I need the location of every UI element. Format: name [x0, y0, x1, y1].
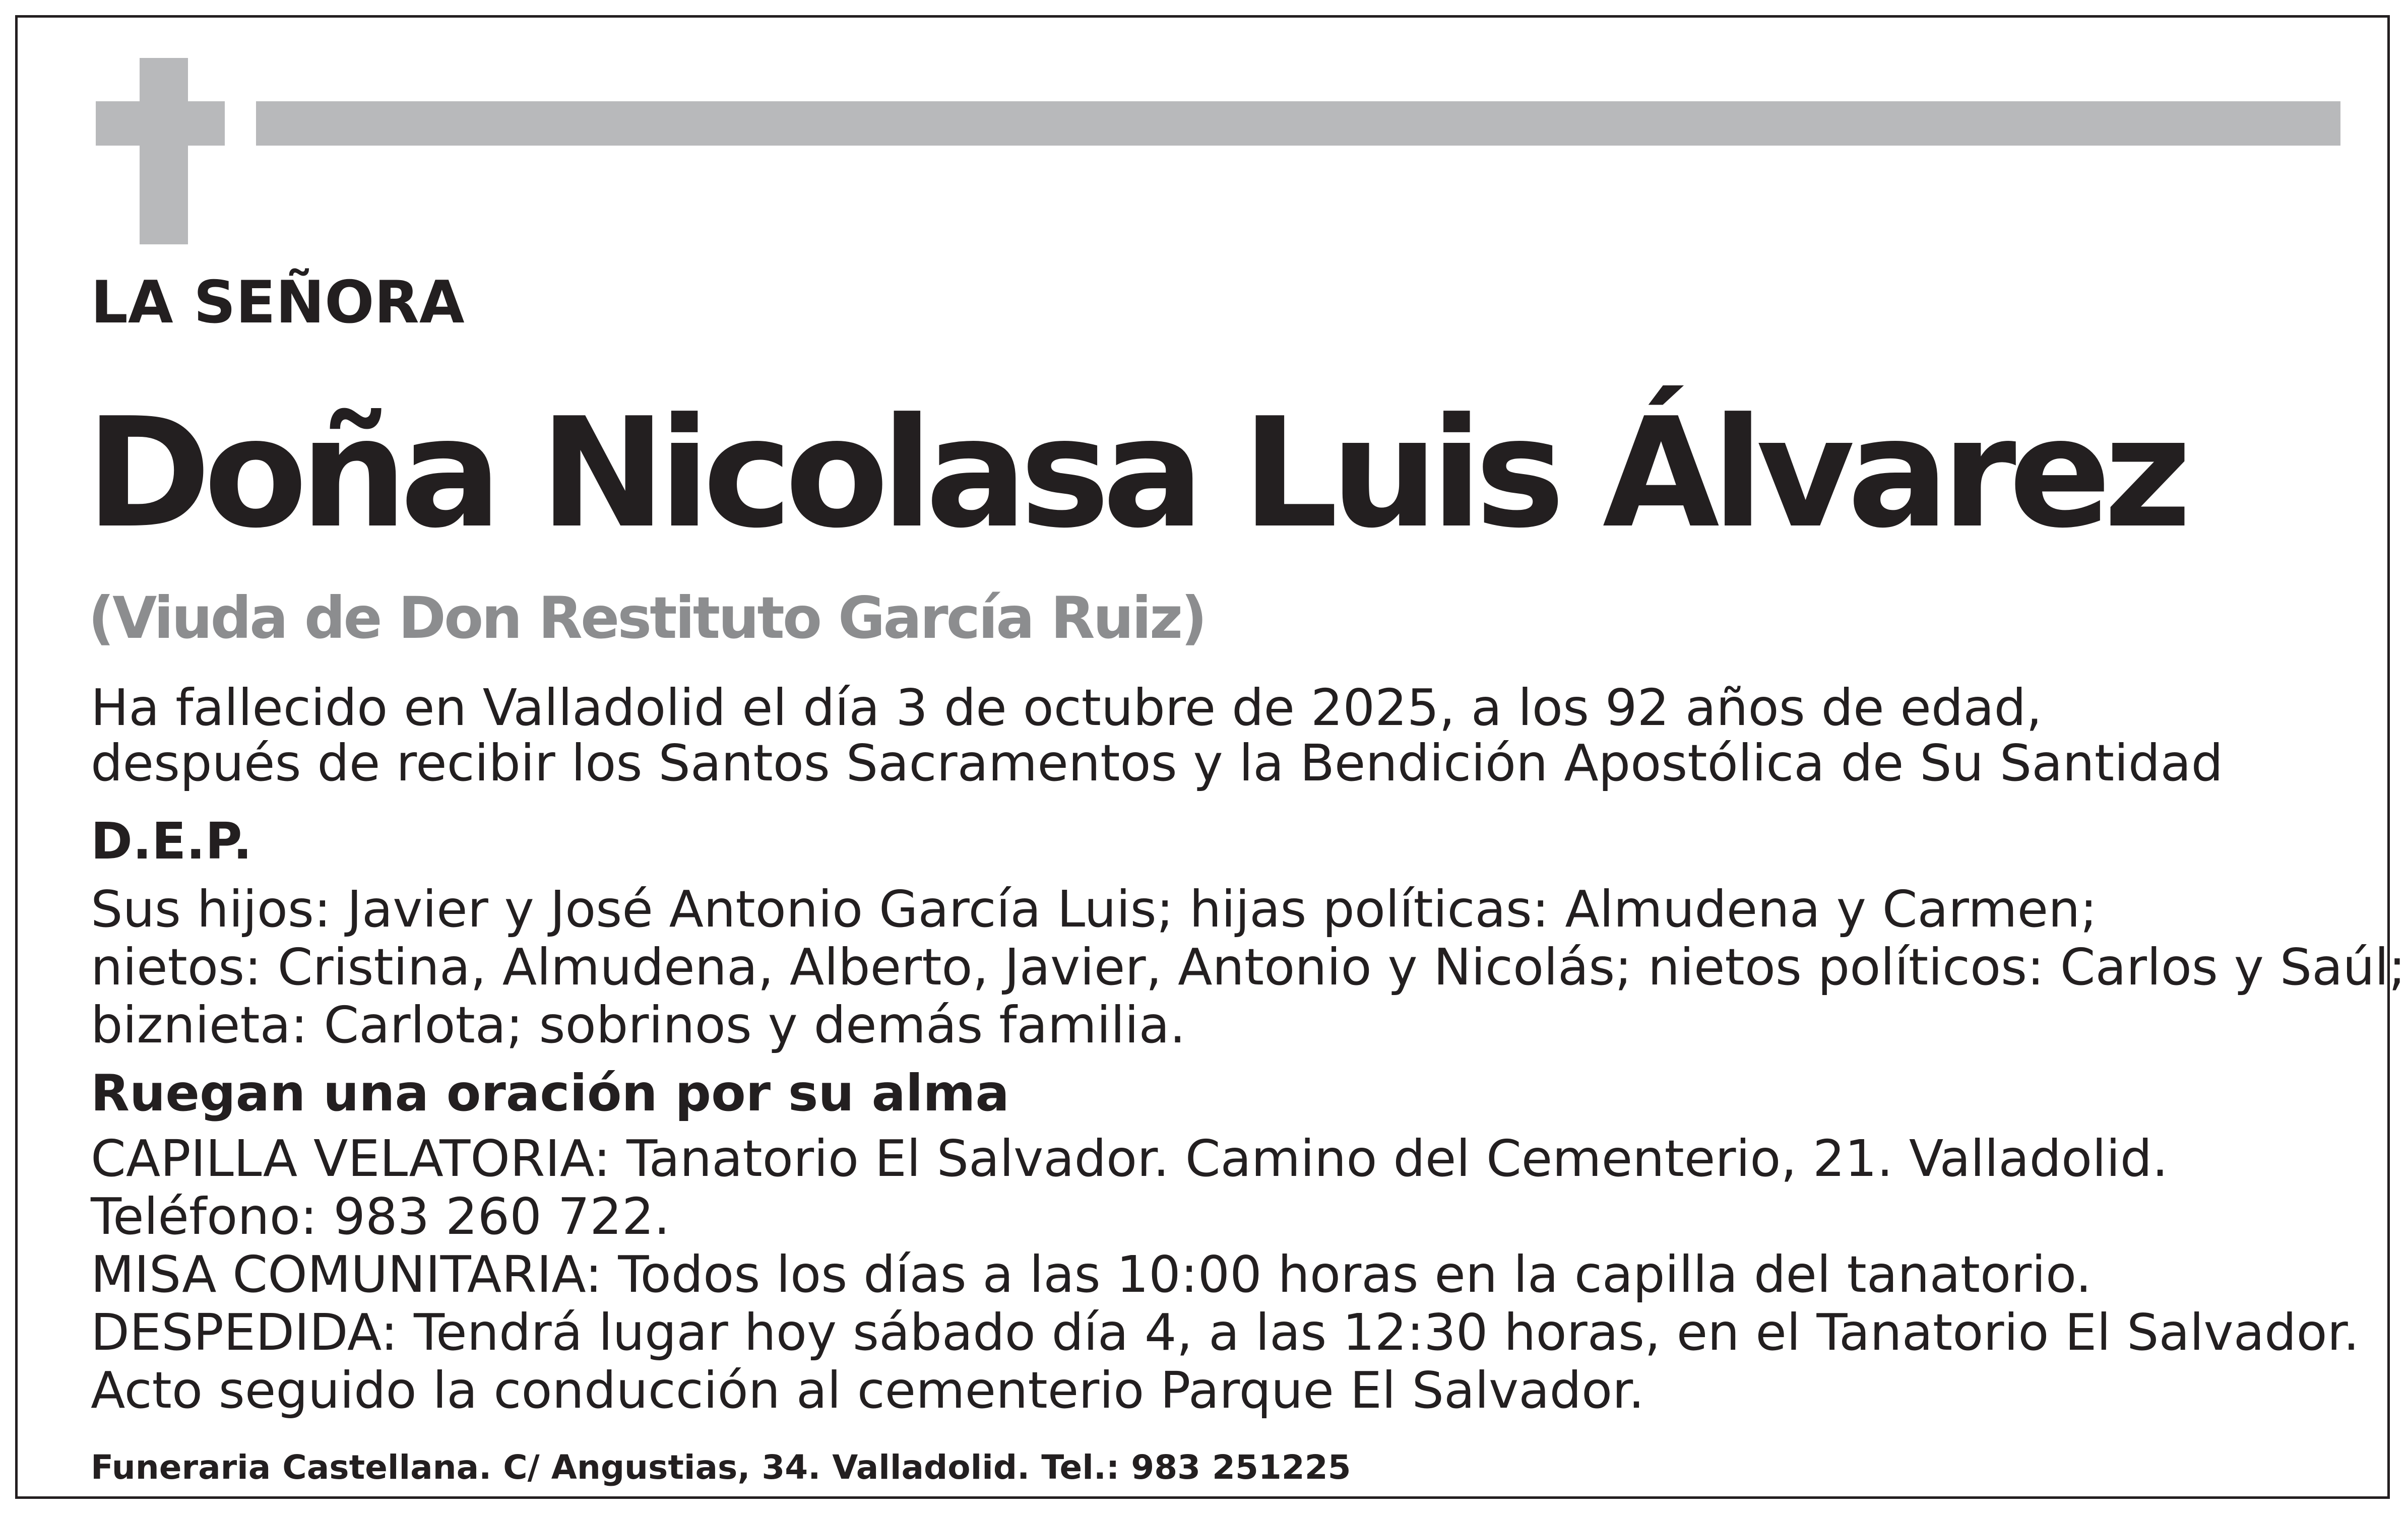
dep-label: D.E.P.: [91, 812, 252, 871]
family-line-1: Sus hijos: Javier y José Antonio García Luis; hijas políticas: Almudena y Carmen;: [91, 880, 2098, 939]
service-line-2: Teléfono: 983 260 722.: [91, 1187, 670, 1246]
cross-horizontal-beam: [96, 101, 225, 146]
deceased-name: Doña Nicolasa Luis Álvarez: [86, 385, 2184, 561]
funeral-home-footer: Funeraria Castellana. C/ Angustias, 34. Valladolid. Tel.: 983 251225: [91, 1448, 1351, 1487]
death-line-1: Ha fallecido en Valladolid el día 3 de octubre de 2025, a los 92 años de edad,: [91, 678, 2042, 737]
service-line-3: MISA COMUNITARIA: Todos los días a las 10:00 horas en la capilla del tanatorio.: [91, 1245, 2092, 1304]
service-line-5: Acto seguido la conducción al cementerio Parque El Salvador.: [91, 1361, 1644, 1420]
service-line-4: DESPEDIDA: Tendrá lugar hoy sábado día 4, a las 12:30 horas, en el Tanatorio El Salvador.: [91, 1303, 2360, 1362]
death-line-2: después de recibir los Santos Sacramentos y la Bendición Apostólica de Su Santidad: [91, 734, 2224, 793]
cross-vertical-beam: [140, 58, 188, 244]
family-line-2: nietos: Cristina, Almudena, Alberto, Javier, Antonio y Nicolás; nietos políticos: Carlos y Saúl;: [91, 938, 2406, 997]
header-divider-bar: [256, 101, 2340, 146]
widow-of: (Viuda de Don Restituto García Ruiz): [88, 584, 1206, 651]
family-line-3: biznieta: Carlota; sobrinos y demás familia.: [91, 996, 1186, 1054]
service-line-1: CAPILLA VELATORIA: Tanatorio El Salvador. Camino del Cementerio, 21. Valladolid.: [91, 1129, 2169, 1188]
prayer-request: Ruegan una oración por su alma: [91, 1064, 1009, 1123]
title-prefix: LA SEÑORA: [91, 269, 465, 337]
